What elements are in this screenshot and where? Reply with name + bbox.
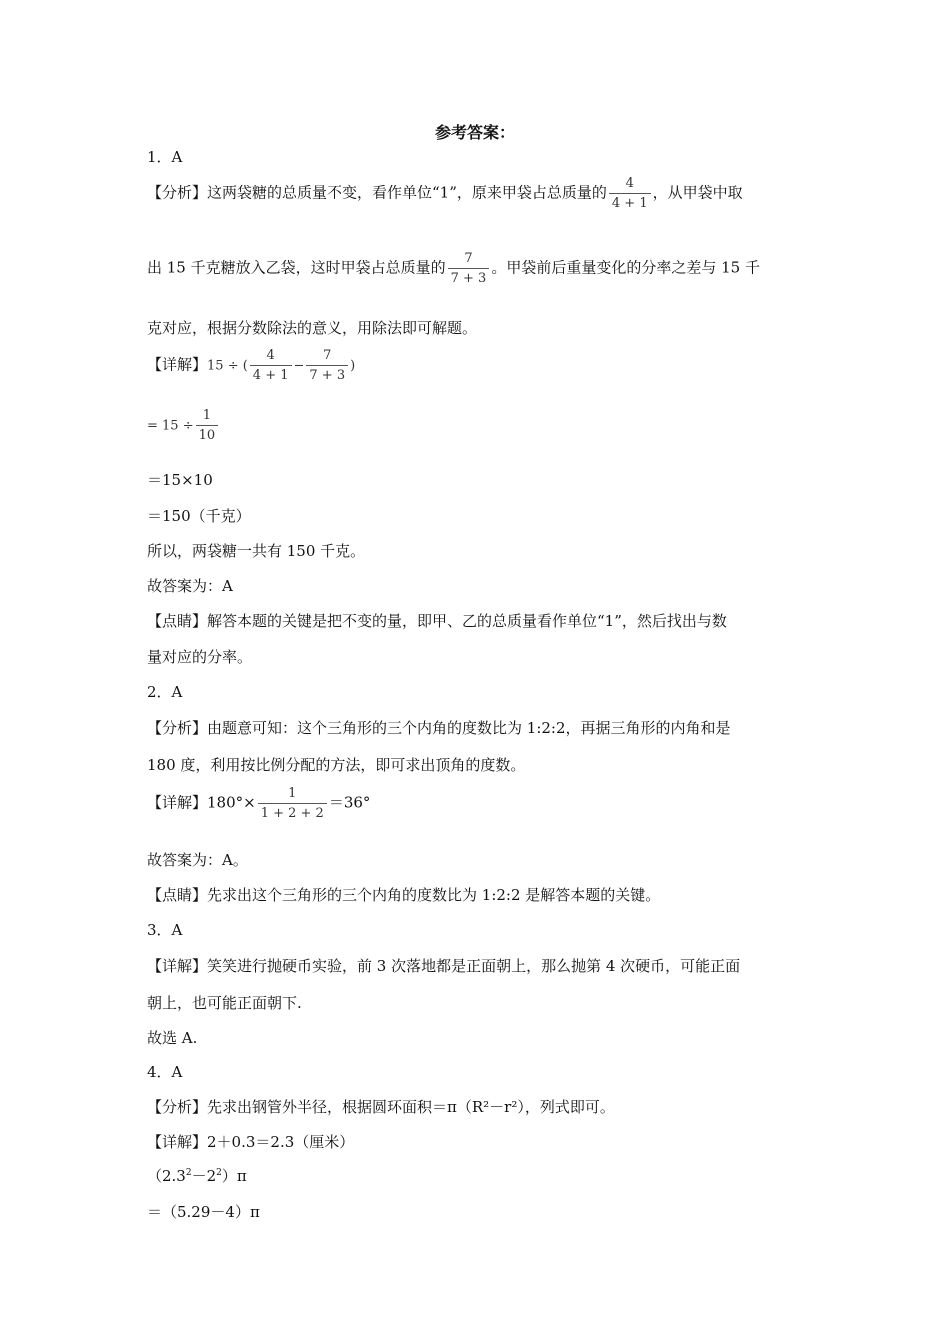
- q1-analysis-text: 【分析】这两袋糖的总质量不变，看作单位“1”，原来甲袋占总质量的: [147, 183, 607, 202]
- q3-number: 3．A: [147, 921, 183, 939]
- q4-detail: 【详解】2＋0.3＝2.3（厘米）: [147, 1133, 355, 1151]
- q2-point: 【点睛】先求出这个三角形的三个内角的度数比为 1:2:2 是解答本题的关键。: [147, 886, 661, 904]
- q1-fraction-2: $\frac{7}{7 + 3}$: [448, 251, 490, 286]
- q1-analysis-text-cont: ，从甲袋中取: [652, 183, 743, 202]
- q2-answer: 故答案为：A。: [147, 851, 248, 869]
- q1-analysis-text-2-cont: 。甲袋前后重量变化的分率之差与 15 千: [491, 258, 760, 277]
- q1-detail-label: 【详解】: [147, 355, 208, 374]
- q2-analysis-line-2: 180 度，利用按比例分配的方法，即可求出顶角的度数。: [147, 756, 526, 774]
- q1-point-line-1: 【点睛】解答本题的关键是把不变的量，即甲、乙的总质量看作单位“1”，然后找出与数: [147, 612, 727, 630]
- q2-fraction: $\frac{1}{1 + 2 + 2}$: [258, 786, 327, 821]
- q2-analysis-line-1: 【分析】由题意可知：这个三角形的三个内角的度数比为 1:2:2，再据三角形的内角和是: [147, 719, 731, 737]
- q2-detail-result: ＝36°: [328, 793, 371, 812]
- q1-analysis-text-2: 出 15 千克糖放入乙袋，这时甲袋占总质量的: [147, 258, 446, 277]
- q1-fraction-1: $\frac{4}{4 + 1}$: [609, 176, 651, 211]
- q2-number: 2．A: [147, 683, 183, 701]
- q1-detail-minus: −: [293, 358, 305, 374]
- q3-detail-line-1: 【详解】笑笑进行抛硬币实验，前 3 次落地都是正面朝上，那么抛第 4 次硬币，可能正面: [147, 957, 741, 975]
- q1-answer: 故答案为：A: [147, 577, 233, 595]
- q2-detail-line: [147, 786, 370, 821]
- q4-step-2: ＝（5.29－4）π: [147, 1203, 260, 1221]
- q1-analysis-line-1: [147, 176, 743, 211]
- q1-fraction-3: $\frac{1}{10}$: [196, 408, 219, 443]
- q4-number: 4．A: [147, 1063, 183, 1081]
- q1-analysis-line-2: [147, 251, 760, 286]
- q1-step-1: = 15 ÷ $\frac{1}{10}$: [147, 408, 220, 443]
- q1-detail-fraction-b: $\frac{7}{7 + 3}$: [306, 348, 348, 383]
- q2-detail-text: 【详解】180°×: [147, 793, 256, 812]
- q1-detail-line: [147, 348, 355, 383]
- q1-step-4: 所以，两袋糖一共有 150 千克。: [147, 542, 366, 560]
- q1-detail-fraction-a: $\frac{4}{4 + 1}$: [250, 348, 292, 383]
- q1-analysis-line-3: 克对应，根据分数除法的意义，用除法即可解题。: [147, 319, 478, 337]
- q4-step-1: $(2.3^2-2^2)\pi$: [147, 1167, 247, 1185]
- page-title: 参考答案：: [434, 123, 515, 142]
- q1-detail-close: ): [350, 358, 356, 374]
- q3-detail-line-2: 朝上，也可能正面朝下.: [147, 994, 302, 1012]
- q1-point-line-2: 量对应的分率。: [147, 648, 253, 666]
- q3-answer: 故选 A.: [147, 1029, 198, 1047]
- q1-step-3: ＝150（千克）: [147, 507, 251, 525]
- q1-step-2: ＝15×10: [147, 471, 213, 489]
- q4-analysis: 【分析】先求出钢管外半径，根据圆环面积＝π（R²－r²），列式即可。: [147, 1098, 615, 1116]
- q1-detail-expr: 15 ÷ (: [207, 358, 248, 374]
- q1-number: 1．A: [147, 148, 183, 166]
